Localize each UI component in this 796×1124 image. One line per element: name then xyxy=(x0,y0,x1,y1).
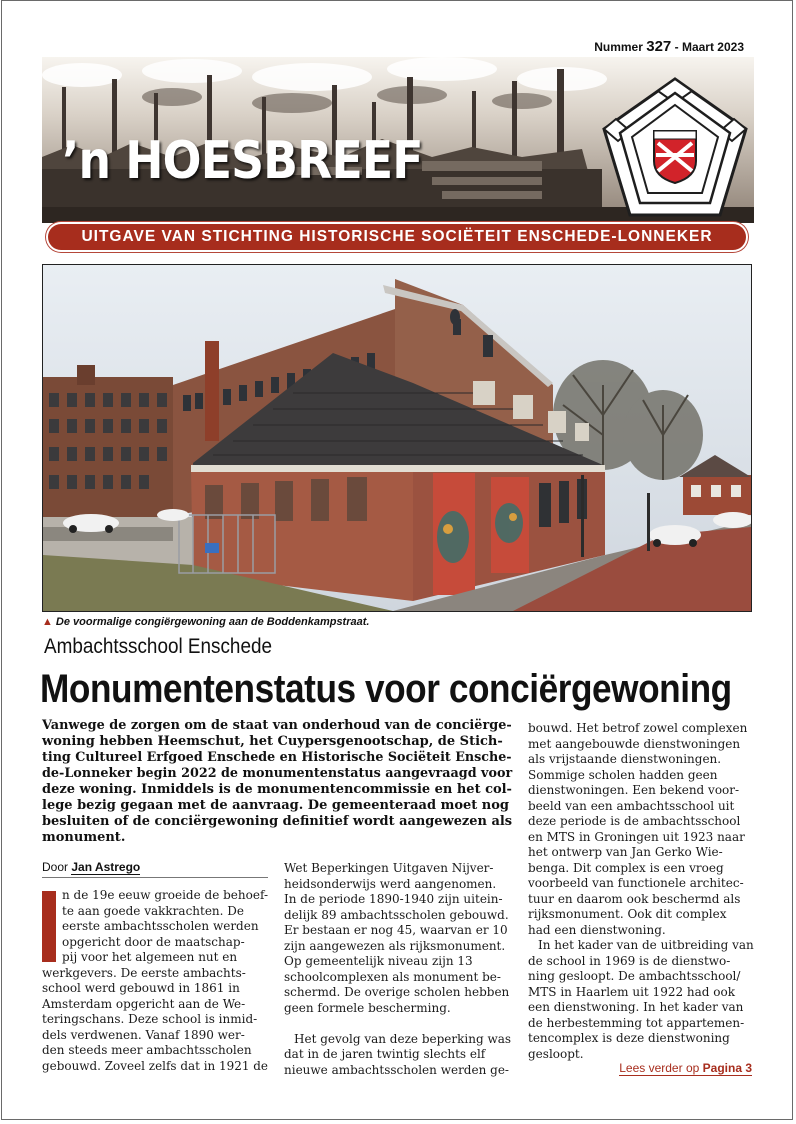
text-line: voorbeeld van functionele architec- xyxy=(528,876,744,890)
text-line: nieuwe ambachtsscholen werden ge- xyxy=(284,1062,509,1077)
text-line: Het gevolg van deze beperking was xyxy=(294,1031,512,1046)
text-line: school werd gebouwd in 1861 in xyxy=(42,981,240,995)
text-line: dienstwoningen. Een bekend voor- xyxy=(528,783,740,797)
text-line: beeld van een ambachtsschool uit xyxy=(528,798,735,813)
text-line: met aangebouwde dienstwoningen xyxy=(528,736,741,751)
fort-emblem-icon xyxy=(602,75,748,221)
continue-prefix: Lees verder op xyxy=(619,1061,700,1075)
text-line: Sommige scholen hadden geen xyxy=(528,767,718,782)
author-name: Jan Astrego xyxy=(71,860,141,874)
text-line: rijksmonument. Ook dit complex xyxy=(528,907,727,921)
text-line: ting Cultureel Erfgoed Enschede en Historische Sociëteit Ensche- xyxy=(42,750,512,765)
text-line: werkgevers. De eerste ambachts- xyxy=(42,965,246,980)
text-line: te aan goede vakkrachten. De xyxy=(62,903,245,918)
issue-label: Nummer xyxy=(594,40,643,54)
article-intro xyxy=(42,718,512,846)
text-line: Wet Beperkingen Uitgaven Nijver- xyxy=(284,861,494,875)
article-kicker: Ambachtsschool Enschede xyxy=(44,635,272,658)
article-column-1 xyxy=(42,888,268,1074)
article-column-3 xyxy=(528,721,754,1062)
text-line: dels verdwenen. Vanaf 1890 wer- xyxy=(42,1027,245,1042)
text-line: schermd. De overige scholen hebben xyxy=(284,985,510,999)
text-line: den steeds meer ambachtsscholen xyxy=(42,1043,252,1057)
text-line: MTS in Haarlem uit 1922 had ook xyxy=(528,984,736,999)
text-line: en MTS in Groningen uit 1923 naar xyxy=(528,829,745,844)
text-line: Er bestaan er nog 45, waarvan er 10 xyxy=(284,923,508,937)
article-headline: Monumentenstatus voor conciërgewoning xyxy=(40,667,732,711)
text-line: gesloopt. xyxy=(528,1046,584,1061)
text-line: schoolcomplexen als monument be- xyxy=(284,969,501,984)
text-line: lege bezig gegaan met de aanvraag. De gemeenteraad moet nog xyxy=(42,798,510,813)
text-line: gebouwd. Zoveel zelfs dat in 1921 de xyxy=(42,1058,268,1073)
text-line: een dienstwoning. In het kader van xyxy=(528,1000,744,1014)
text-line: opgericht door de maatschap- xyxy=(62,934,245,949)
text-line: besluiten of de conciërgewoning definitief wordt aangewezen als xyxy=(42,814,513,829)
text-line: delijk 89 ambachtsscholen gebouwd. xyxy=(284,907,509,922)
text-line: de-Lonneker begin 2022 de monumentenstatus aangevraagd voor xyxy=(42,766,513,781)
caption-triangle-icon: ▲ xyxy=(42,616,53,628)
continue-reading-link[interactable] xyxy=(619,1061,752,1076)
text-line: Op gemeentelijk niveau zijn 13 xyxy=(284,954,473,968)
text-line: pij voor het algemeen nut en xyxy=(62,950,238,964)
issue-number: 327 xyxy=(646,38,672,55)
text-line: geen formele bescherming. xyxy=(284,1000,451,1015)
text-line: Vanwege de zorgen om de staat van onderhoud van de conciërge- xyxy=(42,718,512,733)
caption-text: De voormalige congiërgewoning aan de Boddenkampstraat. xyxy=(55,616,370,628)
text-line: had een dienstwoning. xyxy=(528,922,666,937)
cover-photo xyxy=(42,264,752,612)
text-line: eerste ambachtsscholen werden xyxy=(62,919,259,933)
text-line: ning gesloopt. De ambachtsschool/ xyxy=(528,969,741,983)
text-line: deze woning. Inmiddels is de monumentencommissie en het col- xyxy=(42,782,512,797)
text-line: zijn aangewezen als rijksmonument. xyxy=(284,938,506,953)
text-line: het ontwerp van Jan Gerko Wie- xyxy=(528,845,723,859)
text-line: bouwd. Het betrof zowel complexen xyxy=(528,721,748,735)
text-line: de school in 1969 is de dienstwo- xyxy=(528,953,731,968)
text-line: n de 19e eeuw groeide de behoef- xyxy=(62,888,269,902)
issue-line xyxy=(594,38,744,55)
paragraph-gap xyxy=(284,1016,512,1032)
issue-date: - Maart 2023 xyxy=(674,40,744,54)
text-line: woning hebben Heemschut, het Cuypersgenootschap, de Stich- xyxy=(42,734,503,749)
text-line: monument. xyxy=(42,830,126,845)
text-line: de herbestemming tot appartemen- xyxy=(528,1015,745,1030)
continue-page: Pagina 3 xyxy=(702,1061,752,1075)
byline-prefix: Door xyxy=(42,860,69,874)
subtitle-banner: UITGAVE VAN STICHTING HISTORISCHE SOCIËTEIT ENSCHEDE-LONNEKER xyxy=(48,224,746,250)
text-line: dat in de jaren twintig slechts elf xyxy=(284,1047,486,1061)
text-line: In het kader van de uitbreiding van xyxy=(538,938,754,952)
newsletter-logo-title: ’n HOESBREEF xyxy=(62,131,423,191)
text-line: benga. Dit complex is een vroeg xyxy=(528,860,724,875)
text-line: tencomplex is deze dienstwoning xyxy=(528,1031,730,1045)
text-line: Amsterdam opgericht aan de We- xyxy=(42,996,246,1011)
photo-caption xyxy=(42,616,369,628)
byline xyxy=(42,860,140,874)
text-line: In de periode 1890-1940 zijn uitein- xyxy=(284,892,503,906)
text-line: deze periode is de ambachtsschool xyxy=(528,814,741,828)
concierge-house-photo xyxy=(43,265,751,611)
text-line: heidsonderwijs werd aangenomen. xyxy=(284,876,497,891)
byline-rule xyxy=(42,877,268,878)
masthead xyxy=(42,57,754,223)
text-line: tuur en daarom ook beschermd als xyxy=(528,891,741,906)
text-line: teringschans. Deze school is inmid- xyxy=(42,1012,258,1026)
article-column-2 xyxy=(284,861,512,1078)
text-line: als vrijstaande dienstwoningen. xyxy=(528,752,722,766)
